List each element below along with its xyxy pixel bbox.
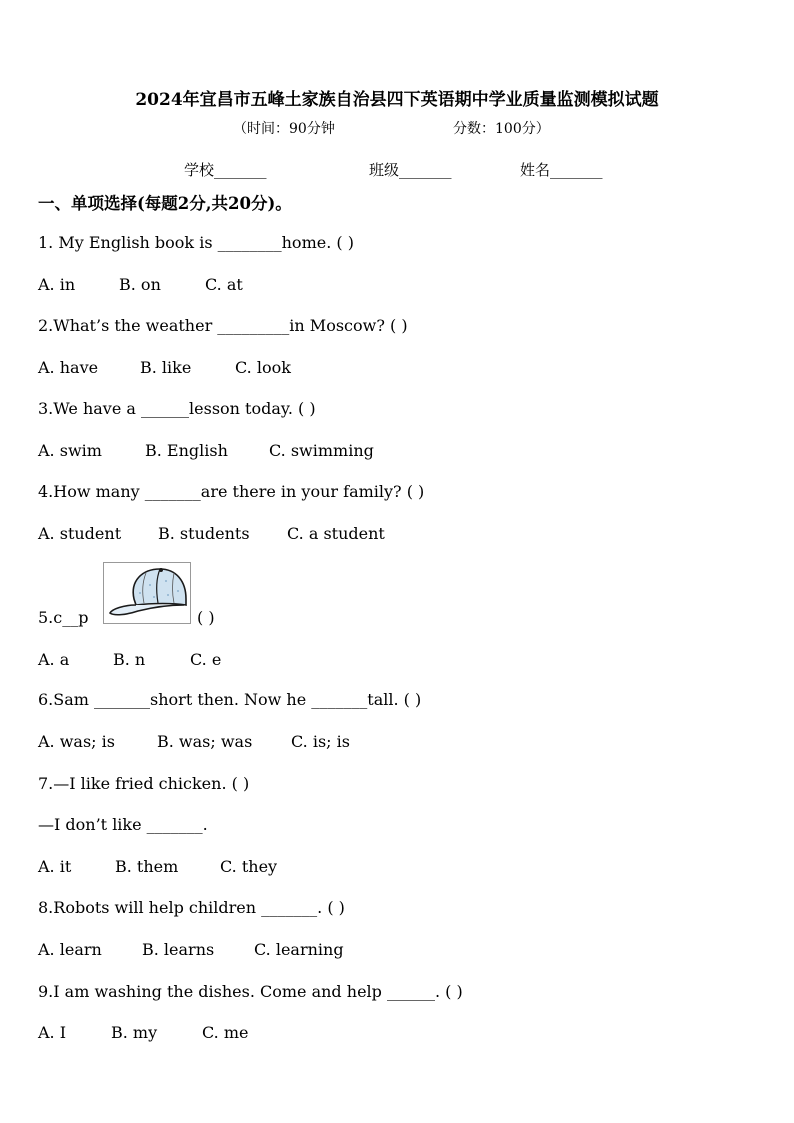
- q2-option-b: B. like: [140, 358, 192, 377]
- q7-option-c: C. they: [220, 857, 278, 876]
- page-title: 2024年宜昌市五峰土家族自治县四下英语期中学业质量监测模拟试题: [135, 90, 659, 110]
- q7-option-b: B. them: [115, 857, 179, 876]
- school-field: 学校_______: [184, 161, 267, 179]
- q9-option-c: C. me: [202, 1023, 249, 1042]
- q6-option-a: A. was; is: [38, 732, 115, 751]
- class-field: 班级_______: [369, 161, 452, 179]
- question-3: 3.We have a ______lesson today. ( ): [38, 399, 316, 418]
- q6-option-c: C. is; is: [291, 732, 350, 751]
- question-6: 6.Sam _______short then. Now he _______tall. ( ): [38, 690, 422, 709]
- q2-option-c: C. look: [235, 358, 291, 377]
- q5-answer-paren: ( ): [197, 608, 215, 627]
- question-2: 2.What’s the weather _________in Moscow? ( ): [38, 316, 408, 335]
- q8-option-b: B. learns: [142, 940, 215, 959]
- q4-option-b: B. students: [158, 524, 250, 543]
- q3-option-c: C. swimming: [269, 441, 374, 460]
- question-5: 5.c__p: [38, 608, 89, 627]
- q9-option-b: B. my: [111, 1023, 158, 1042]
- q5-option-b: B. n: [113, 650, 146, 669]
- exam-time: （时间：90分钟: [233, 121, 335, 137]
- q8-option-c: C. learning: [254, 940, 344, 959]
- q5-option-a: A. a: [38, 650, 70, 669]
- q3-option-a: A. swim: [38, 441, 102, 460]
- question-1: 1. My English book is ________home. ( ): [38, 233, 354, 252]
- q1-option-a: A. in: [38, 275, 76, 294]
- question-7: 7.—I like fried chicken. ( ): [38, 774, 250, 793]
- q8-option-a: A. learn: [38, 940, 102, 959]
- exam-score: 分数：100分）: [453, 121, 550, 137]
- q4-option-a: A. student: [38, 524, 122, 543]
- q1-option-b: B. on: [119, 275, 161, 294]
- cap-icon: [104, 563, 190, 623]
- q5-option-c: C. e: [190, 650, 222, 669]
- q7-option-a: A. it: [38, 857, 72, 876]
- q2-option-a: A. have: [38, 358, 99, 377]
- name-field: 姓名_______: [520, 161, 603, 179]
- q6-option-b: B. was; was: [157, 732, 253, 751]
- q3-option-b: B. English: [145, 441, 228, 460]
- question-9: 9.I am washing the dishes. Come and help ______. ( ): [38, 982, 463, 1001]
- question-8: 8.Robots will help children _______. ( ): [38, 898, 345, 917]
- q1-option-c: C. at: [205, 275, 243, 294]
- question-7-reply: —I don’t like _______.: [38, 815, 208, 834]
- q9-option-a: A. I: [38, 1023, 67, 1042]
- cap-image: [103, 562, 191, 624]
- q4-option-c: C. a student: [287, 524, 385, 543]
- question-4: 4.How many _______are there in your family? ( ): [38, 482, 425, 501]
- section-heading: 一、单项选择(每题2分,共20分)。: [38, 194, 292, 213]
